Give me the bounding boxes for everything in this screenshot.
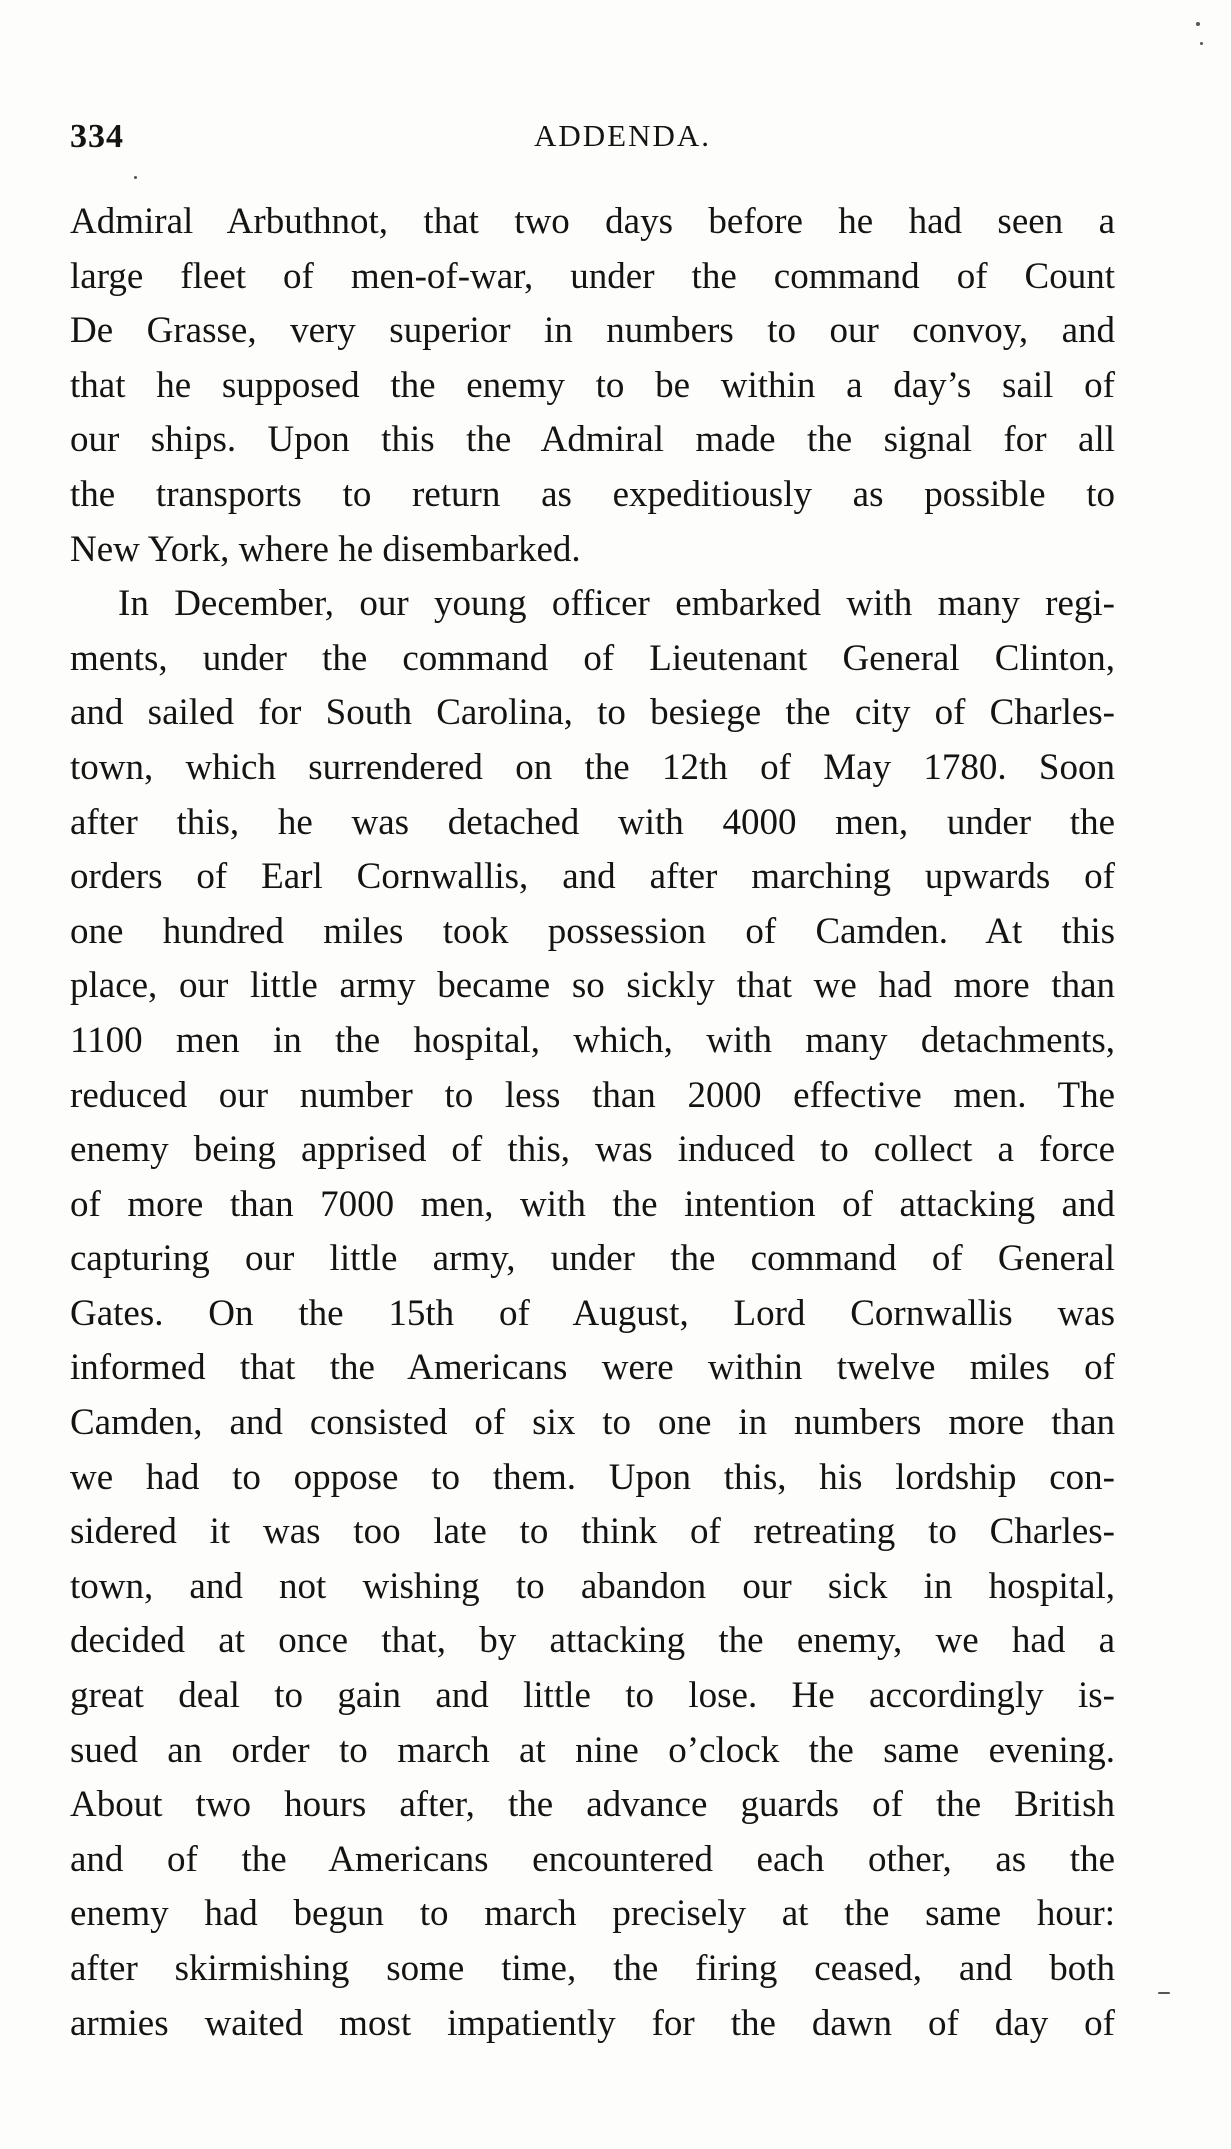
scan-speck (1158, 1992, 1170, 1994)
scan-speck (1200, 42, 1203, 45)
text-line: sued an order to march at nine o’clock the same evening. (70, 1729, 1115, 1771)
page-number: 334 (70, 118, 124, 155)
text-line: armies waited most impatiently for the dawn of day of (70, 2002, 1115, 2044)
text-line: we had to oppose to them. Upon this, his lordship con- (70, 1456, 1115, 1498)
running-head (70, 118, 1115, 168)
text-line: that he supposed the enemy to be within a day’s sail of (70, 364, 1115, 406)
scan-speck (134, 176, 137, 179)
text-line: and sailed for South Carolina, to besiege the city of Charles- (70, 692, 1115, 734)
text-line: our ships. Upon this the Admiral made the signal for all (70, 419, 1115, 461)
text-line: and of the Americans encountered each other, as the (70, 1838, 1115, 1880)
text-line: ments, under the command of Lieutenant General Clinton, (70, 637, 1115, 679)
text-line: orders of Earl Cornwallis, and after marching upwards of (70, 856, 1115, 898)
text-line: Gates. On the 15th of August, Lord Cornwallis was (70, 1292, 1115, 1334)
text-line: enemy had begun to march precisely at the same hour: (70, 1893, 1115, 1935)
text-line: reduced our number to less than 2000 effective men. The (70, 1074, 1115, 1116)
text-line: large fleet of men-of-war, under the command of Count (70, 255, 1115, 297)
text-line: Admiral Arbuthnot, that two days before he had seen a (70, 201, 1115, 242)
text-line: New York, where he disembarked. (70, 528, 581, 570)
text-line: after this, he was detached with 4000 men, under the (70, 801, 1115, 843)
text-line: enemy being apprised of this, was induced to collect a force (70, 1129, 1115, 1171)
scan-speck (1196, 22, 1200, 26)
text-line: sidered it was too late to think of retreating to Charles- (70, 1511, 1115, 1553)
text-line: of more than 7000 men, with the intention of attacking and (70, 1183, 1115, 1225)
text-line: town, and not wishing to abandon our sick in hospital, (70, 1565, 1115, 1607)
text-line: De Grasse, very superior in numbers to our convoy, and (70, 310, 1115, 352)
text-line: decided at once that, by attacking the enemy, we had a (70, 1620, 1115, 1662)
text-line: informed that the Americans were within twelve miles of (70, 1347, 1115, 1389)
running-title: ADDENDA. (533, 118, 711, 153)
text-line: town, which surrendered on the 12th of May 1780. Soon (70, 746, 1115, 788)
text-line: one hundred miles took possession of Camden. At this (70, 910, 1115, 952)
text-line: 1100 men in the hospital, which, with many detachments, (70, 1019, 1115, 1061)
text-line: About two hours after, the advance guards of the British (70, 1784, 1115, 1826)
text-line: great deal to gain and little to lose. He accordingly is- (70, 1675, 1115, 1717)
text-line: Camden, and consisted of six to one in numbers more than (70, 1402, 1115, 1444)
text-line: place, our little army became so sickly that we had more than (70, 965, 1115, 1007)
text-line: the transports to return as expeditiously as possible to (70, 473, 1115, 515)
text-line: capturing our little army, under the command of General (70, 1238, 1115, 1280)
body-text (70, 195, 1115, 2051)
paragraph-first-line: In December, our young officer embarked with many regi- (118, 583, 1115, 625)
text-line: after skirmishing some time, the firing ceased, and both (70, 1948, 1115, 1989)
